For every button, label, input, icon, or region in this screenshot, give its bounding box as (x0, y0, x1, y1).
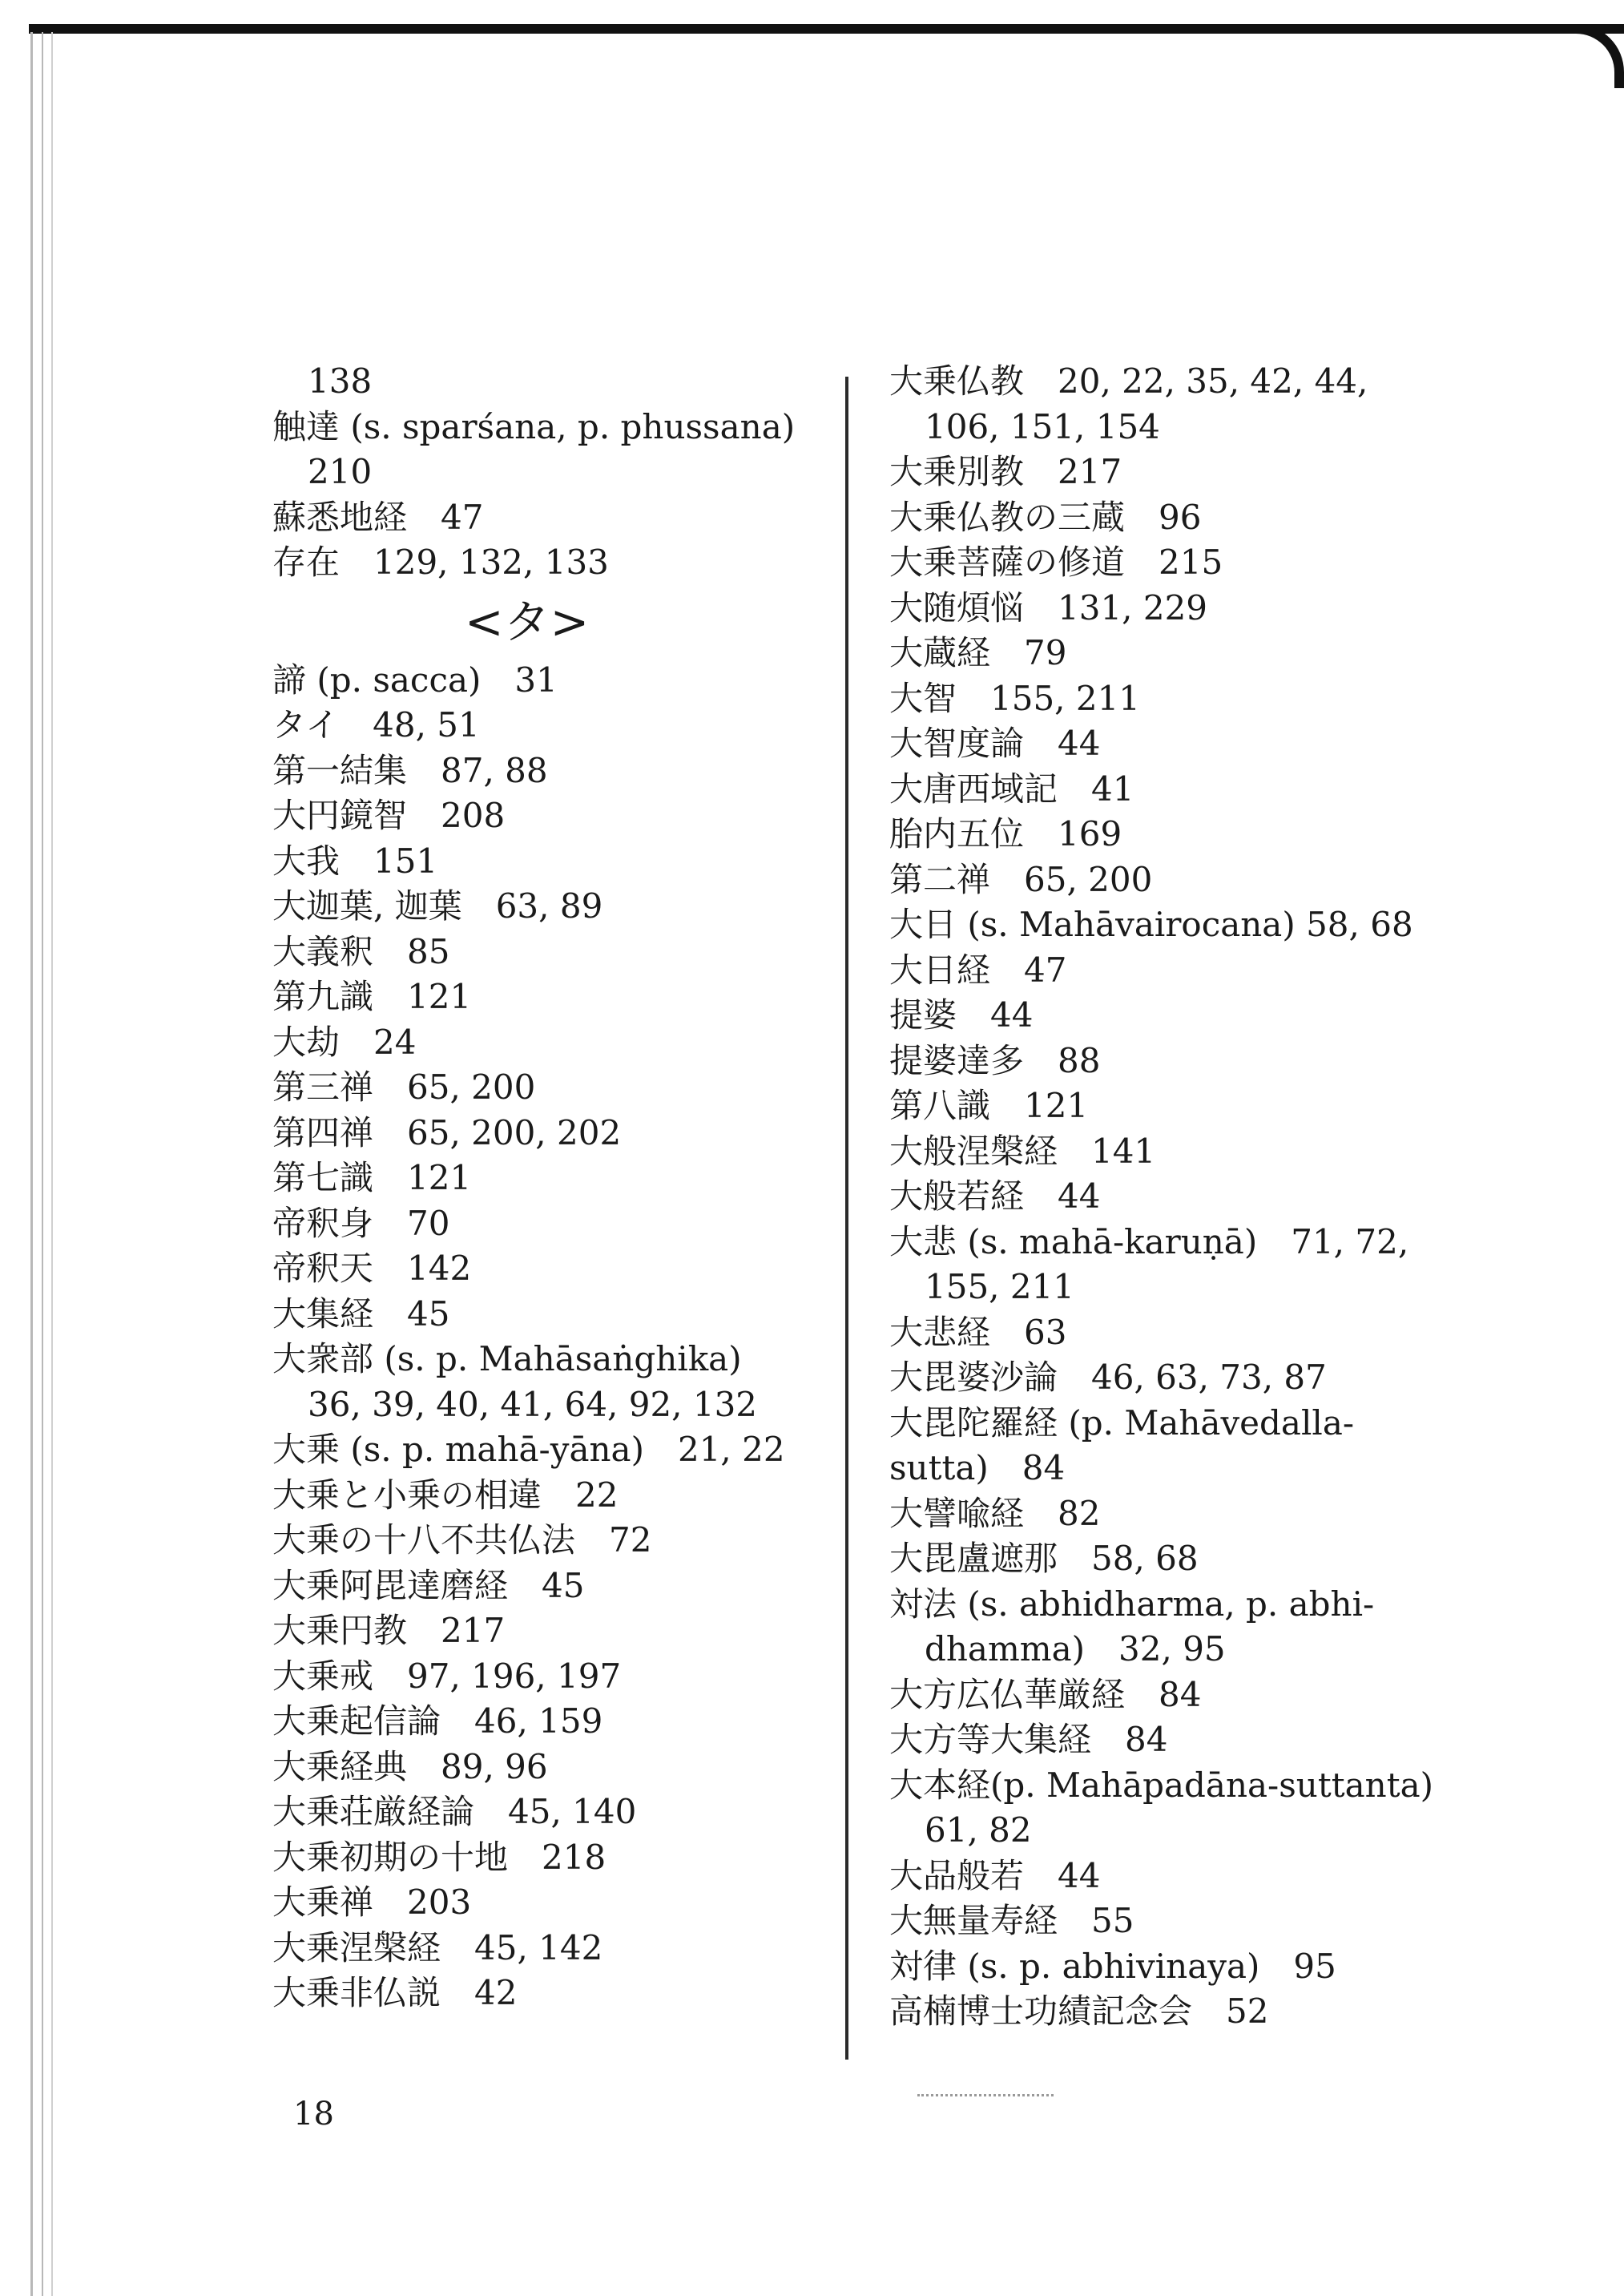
index-entry-continuation: 138 (308, 361, 373, 401)
index-entry-continuation: 155, 211 (925, 1267, 1075, 1306)
index-entry: 大乗の十八不共仏法 72 (272, 1520, 652, 1560)
index-entry: 提婆達多 88 (889, 1040, 1101, 1080)
index-entry: 大随煩悩 131, 229 (889, 587, 1208, 627)
index-entry-continuation: 106, 151, 154 (925, 406, 1160, 446)
binding-shadow-line (51, 32, 53, 2296)
index-entry: 提婆 44 (889, 995, 1034, 1035)
scan-artifact (917, 2094, 1054, 2099)
index-entry: 大乗荘厳経論 45, 140 (272, 1792, 637, 1831)
index-entry: 大日 (s. Mahāvairocana) 58, 68 (889, 905, 1413, 944)
index-entry: 大乗非仏説 42 (272, 1973, 518, 2012)
index-entry: 第三禅 65, 200 (272, 1067, 536, 1107)
index-entry: 大方等大集経 84 (889, 1720, 1168, 1759)
index-entry: 大乗円教 217 (272, 1611, 506, 1650)
index-entry: 触達 (s. sparśana, p. phussana) (272, 406, 796, 446)
index-entry: 大乗別教 217 (889, 452, 1122, 491)
index-entry: 第二禅 65, 200 (889, 859, 1153, 899)
binding-shadow-line (42, 32, 43, 2296)
index-entry-continuation: 36, 39, 40, 41, 64, 92, 132 (308, 1384, 758, 1424)
index-entry: 大悲 (s. mahā-karuṇā) 71, 72, (889, 1221, 1409, 1261)
index-entry: 大乗起信論 46, 159 (272, 1701, 603, 1741)
index-entry: 大衆部 (s. p. Mahāsaṅghika) (272, 1339, 742, 1378)
index-entry: 大品般若 44 (889, 1855, 1101, 1895)
index-entry: 大方広仏華厳経 84 (889, 1674, 1202, 1714)
index-entry: 帝釈天 142 (272, 1249, 472, 1288)
scan-top-edge (29, 24, 1624, 34)
index-entry: 大悲経 63 (889, 1312, 1067, 1352)
index-entry: 大毘婆沙論 46, 63, 73, 87 (889, 1358, 1327, 1397)
index-left-column (272, 359, 825, 2016)
binding-shadow-line (30, 32, 33, 2296)
index-entry-continuation: 210 (308, 452, 373, 491)
index-entry-continuation: 61, 82 (925, 1810, 1032, 1850)
index-entry: sutta) 84 (889, 1448, 1066, 1487)
index-entry: 大智 155, 211 (889, 678, 1141, 718)
index-entry: 大唐西域記 41 (889, 769, 1134, 809)
index-entry: 大蔵経 79 (889, 633, 1067, 672)
index-entry: 帝釈身 70 (272, 1203, 450, 1243)
index-entry: タイ 48, 51 (272, 705, 480, 744)
index-entry: 大毘陀羅経 (p. Mahāvedalla- (889, 1402, 1355, 1443)
index-entry: 大乗初期の十地 218 (272, 1837, 606, 1877)
index-entry: 第九識 121 (272, 977, 472, 1016)
index-entry: 大乗 (s. p. mahā-yāna) 21, 22 (272, 1430, 785, 1469)
index-right-column (889, 359, 1594, 2035)
index-entry: 対律 (s. p. abhivinaya) 95 (889, 1946, 1336, 1986)
index-entry: 第七識 121 (272, 1158, 472, 1197)
index-entry: 大乗経典 89, 96 (272, 1746, 548, 1786)
index-entry: 第八識 121 (889, 1086, 1089, 1125)
index-entry: 存在 129, 132, 133 (272, 543, 609, 582)
index-entry: 大譬喩経 82 (889, 1493, 1101, 1533)
index-entry: 大集経 45 (272, 1293, 450, 1334)
section-heading: <タ> (465, 594, 590, 649)
index-entry: 大毘盧遮那 58, 68 (889, 1539, 1199, 1578)
index-entry: 大我 151 (272, 841, 438, 881)
index-entry: 第一結集 87, 88 (272, 750, 548, 790)
index-entry-continuation: dhamma) 32, 95 (925, 1629, 1226, 1669)
index-entry: 大乗阿毘達磨経 45 (272, 1565, 585, 1605)
column-divider (845, 377, 848, 2060)
index-entry: 大乗戒 97, 196, 197 (272, 1656, 622, 1696)
index-entry: 第四禅 65, 200, 202 (272, 1112, 622, 1152)
scan-corner-edge (1554, 24, 1624, 88)
index-entry: 大智度論 44 (889, 724, 1101, 763)
index-entry: 大乗仏教の三蔵 96 (889, 497, 1202, 537)
index-entry: 大般涅槃経 141 (889, 1131, 1156, 1171)
index-entry: 大乗仏教 20, 22, 35, 42, 44, (889, 361, 1368, 401)
index-entry: 大無量寿経 55 (889, 1901, 1134, 1940)
index-entry: 大義釈 85 (272, 931, 450, 971)
index-entry: 大般若経 44 (889, 1176, 1101, 1216)
index-entry: 大本経(p. Mahāpadāna-suttanta) (889, 1765, 1433, 1805)
index-entry: 大乗菩薩の修道 215 (889, 543, 1223, 582)
index-entry: 大乗涅槃経 45, 142 (272, 1927, 603, 1967)
index-entry: 大日経 47 (889, 950, 1067, 990)
index-entry: 大迦葉, 迦葉 63, 89 (272, 886, 603, 926)
index-entry: 大乗禅 203 (272, 1882, 472, 1922)
index-entry: 大乗と小乗の相違 22 (272, 1475, 619, 1515)
page-number: 18 (293, 2096, 334, 2133)
index-entry: 諦 (p. sacca) 31 (272, 660, 558, 700)
index-entry: 大劫 24 (272, 1022, 417, 1062)
index-entry: 高楠博士功績記念会 52 (889, 1991, 1269, 2031)
index-entry: 大円鏡智 208 (272, 796, 506, 835)
index-entry: 蘇悉地経 47 (272, 497, 484, 537)
index-entry: 胎内五位 169 (889, 814, 1122, 853)
index-entry: 対法 (s. abhidharma, p. abhi- (889, 1584, 1375, 1624)
